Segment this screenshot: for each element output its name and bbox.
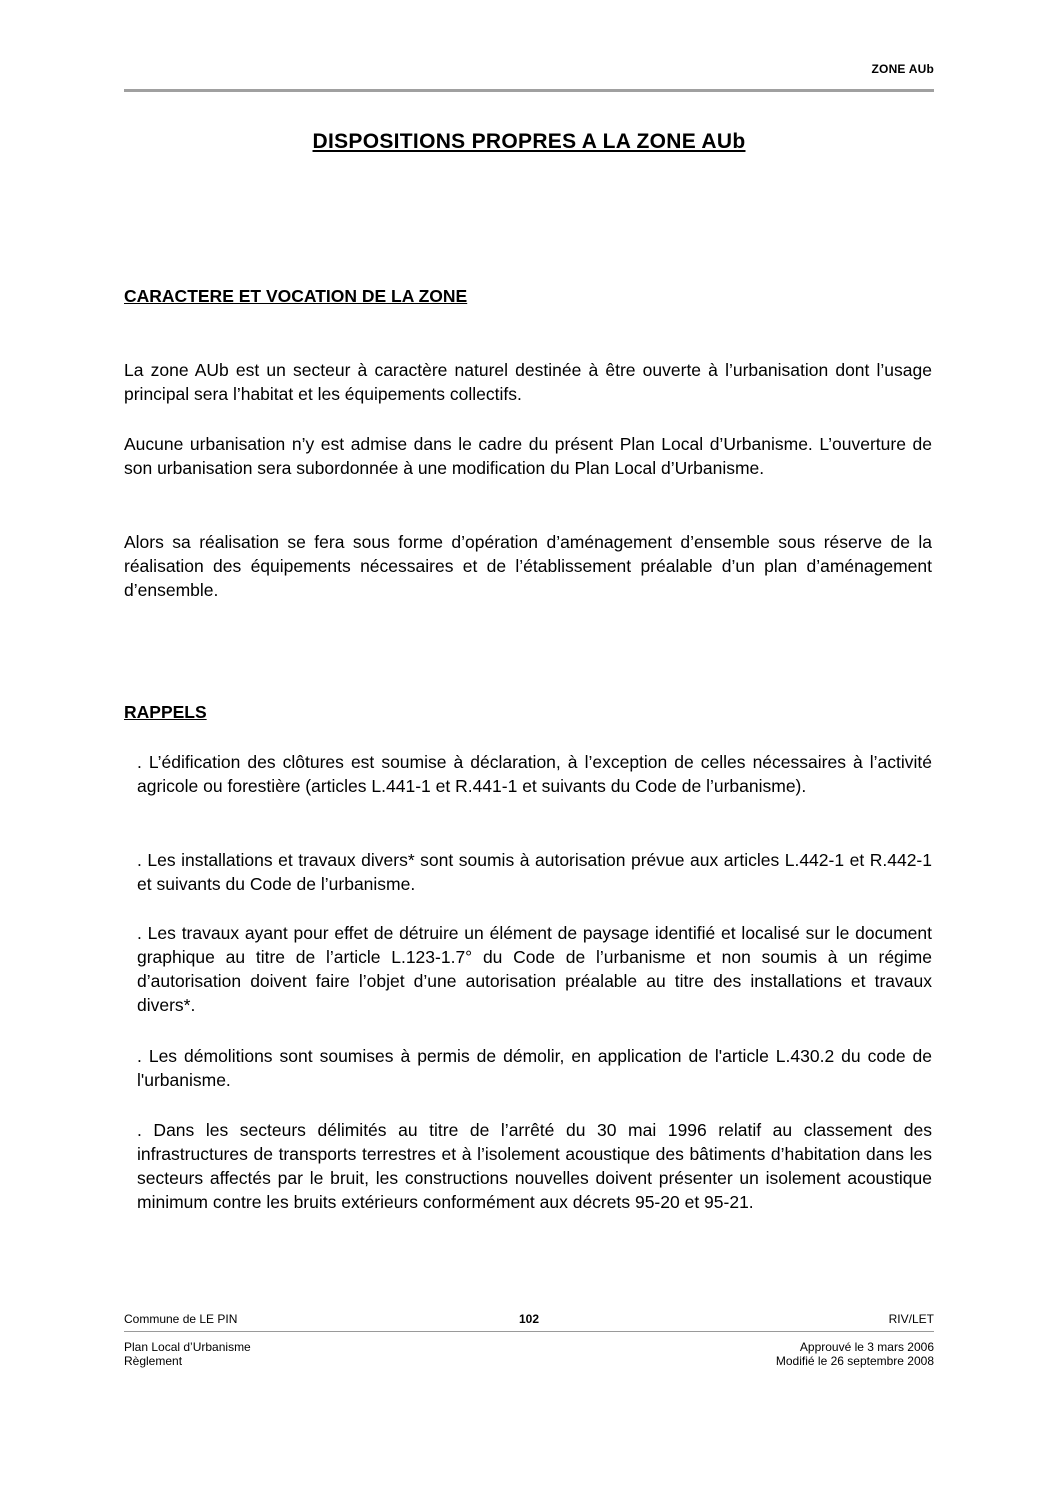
rappel-item-1: . L’édification des clôtures est soumise à déclaration, à l’exception de celles nécessaires à l’activité agricole ou forestière (articles L.441-1 et R.441-1 et suivants du Code de l’urbanisme).: [137, 752, 932, 796]
footer-doc-line1: Plan Local d’Urbanisme: [124, 1340, 251, 1354]
rappel-item-2: . Les installations et travaux divers* sont soumis à autorisation prévue aux articles L.442-1 et R.442-1 et suivants du Code de l’urbanisme.: [137, 850, 932, 894]
rappel-item-4: . Les démolitions sont soumises à permis de démolir, en application de l'article L.430.2 du code de l'urbanisme.: [137, 1046, 932, 1090]
document-title: DISPOSITIONS PROPRES A LA ZONE AUb: [312, 130, 746, 153]
section-heading-caractere: CARACTERE ET VOCATION DE LA ZONE: [124, 286, 468, 306]
header-rule: [124, 89, 934, 92]
footer-modified-date: Modifié le 26 septembre 2008: [775, 1354, 934, 1368]
footer-doc-line2: Règlement: [124, 1354, 183, 1368]
rappel-item-3: . Les travaux ayant pour effet de détruire un élément de paysage identifié et localisé sur le document graphique au titre de l’article L.123-1.7° du Code de l’urbanisme et non soumis à un régime d’autorisation doivent faire l’objet d’une autorisation préalable au titre des installations et travaux divers*.: [137, 923, 932, 1015]
zone-label: ZONE AUb: [871, 62, 934, 76]
footer-commune: Commune de LE PIN: [124, 1312, 238, 1326]
footer-approved-date: Approuvé le 3 mars 2006: [799, 1340, 934, 1354]
paragraph-caractere-3: Alors sa réalisation se fera sous forme d’opération d’aménagement d’ensemble sous réserve de la réalisation des équipements nécessaires et de l’établissement préalable d’un plan d’aménagement d’ensemble.: [124, 532, 932, 600]
page-number: 102: [518, 1312, 540, 1326]
paragraph-caractere-1: La zone AUb est un secteur à caractère naturel destinée à être ouverte à l’urbanisation dont l’usage principal sera l’habitat et les équipements collectifs.: [124, 360, 932, 404]
section-heading-rappels: RAPPELS: [124, 702, 207, 722]
footer-reference: RIV/LET: [888, 1312, 934, 1326]
rappel-item-5: . Dans les secteurs délimités au titre de l’arrêté du 30 mai 1996 relatif au classement des infrastructures de transports terrestres et à l’isolement acoustique des bâtiments d’habitation dans les secteurs affectés par le bruit, les constructions nouvelles doivent présenter un isolement acoustique minimum contre les bruits extérieurs conformément aux décrets 95-20 et 95-21.: [137, 1120, 932, 1212]
footer-rule: [124, 1331, 934, 1332]
paragraph-caractere-2: Aucune urbanisation n’y est admise dans le cadre du présent Plan Local d’Urbanisme. L’ouverture de son urbanisation sera subordonnée à une modification du Plan Local d’Urbanisme.: [124, 434, 932, 478]
